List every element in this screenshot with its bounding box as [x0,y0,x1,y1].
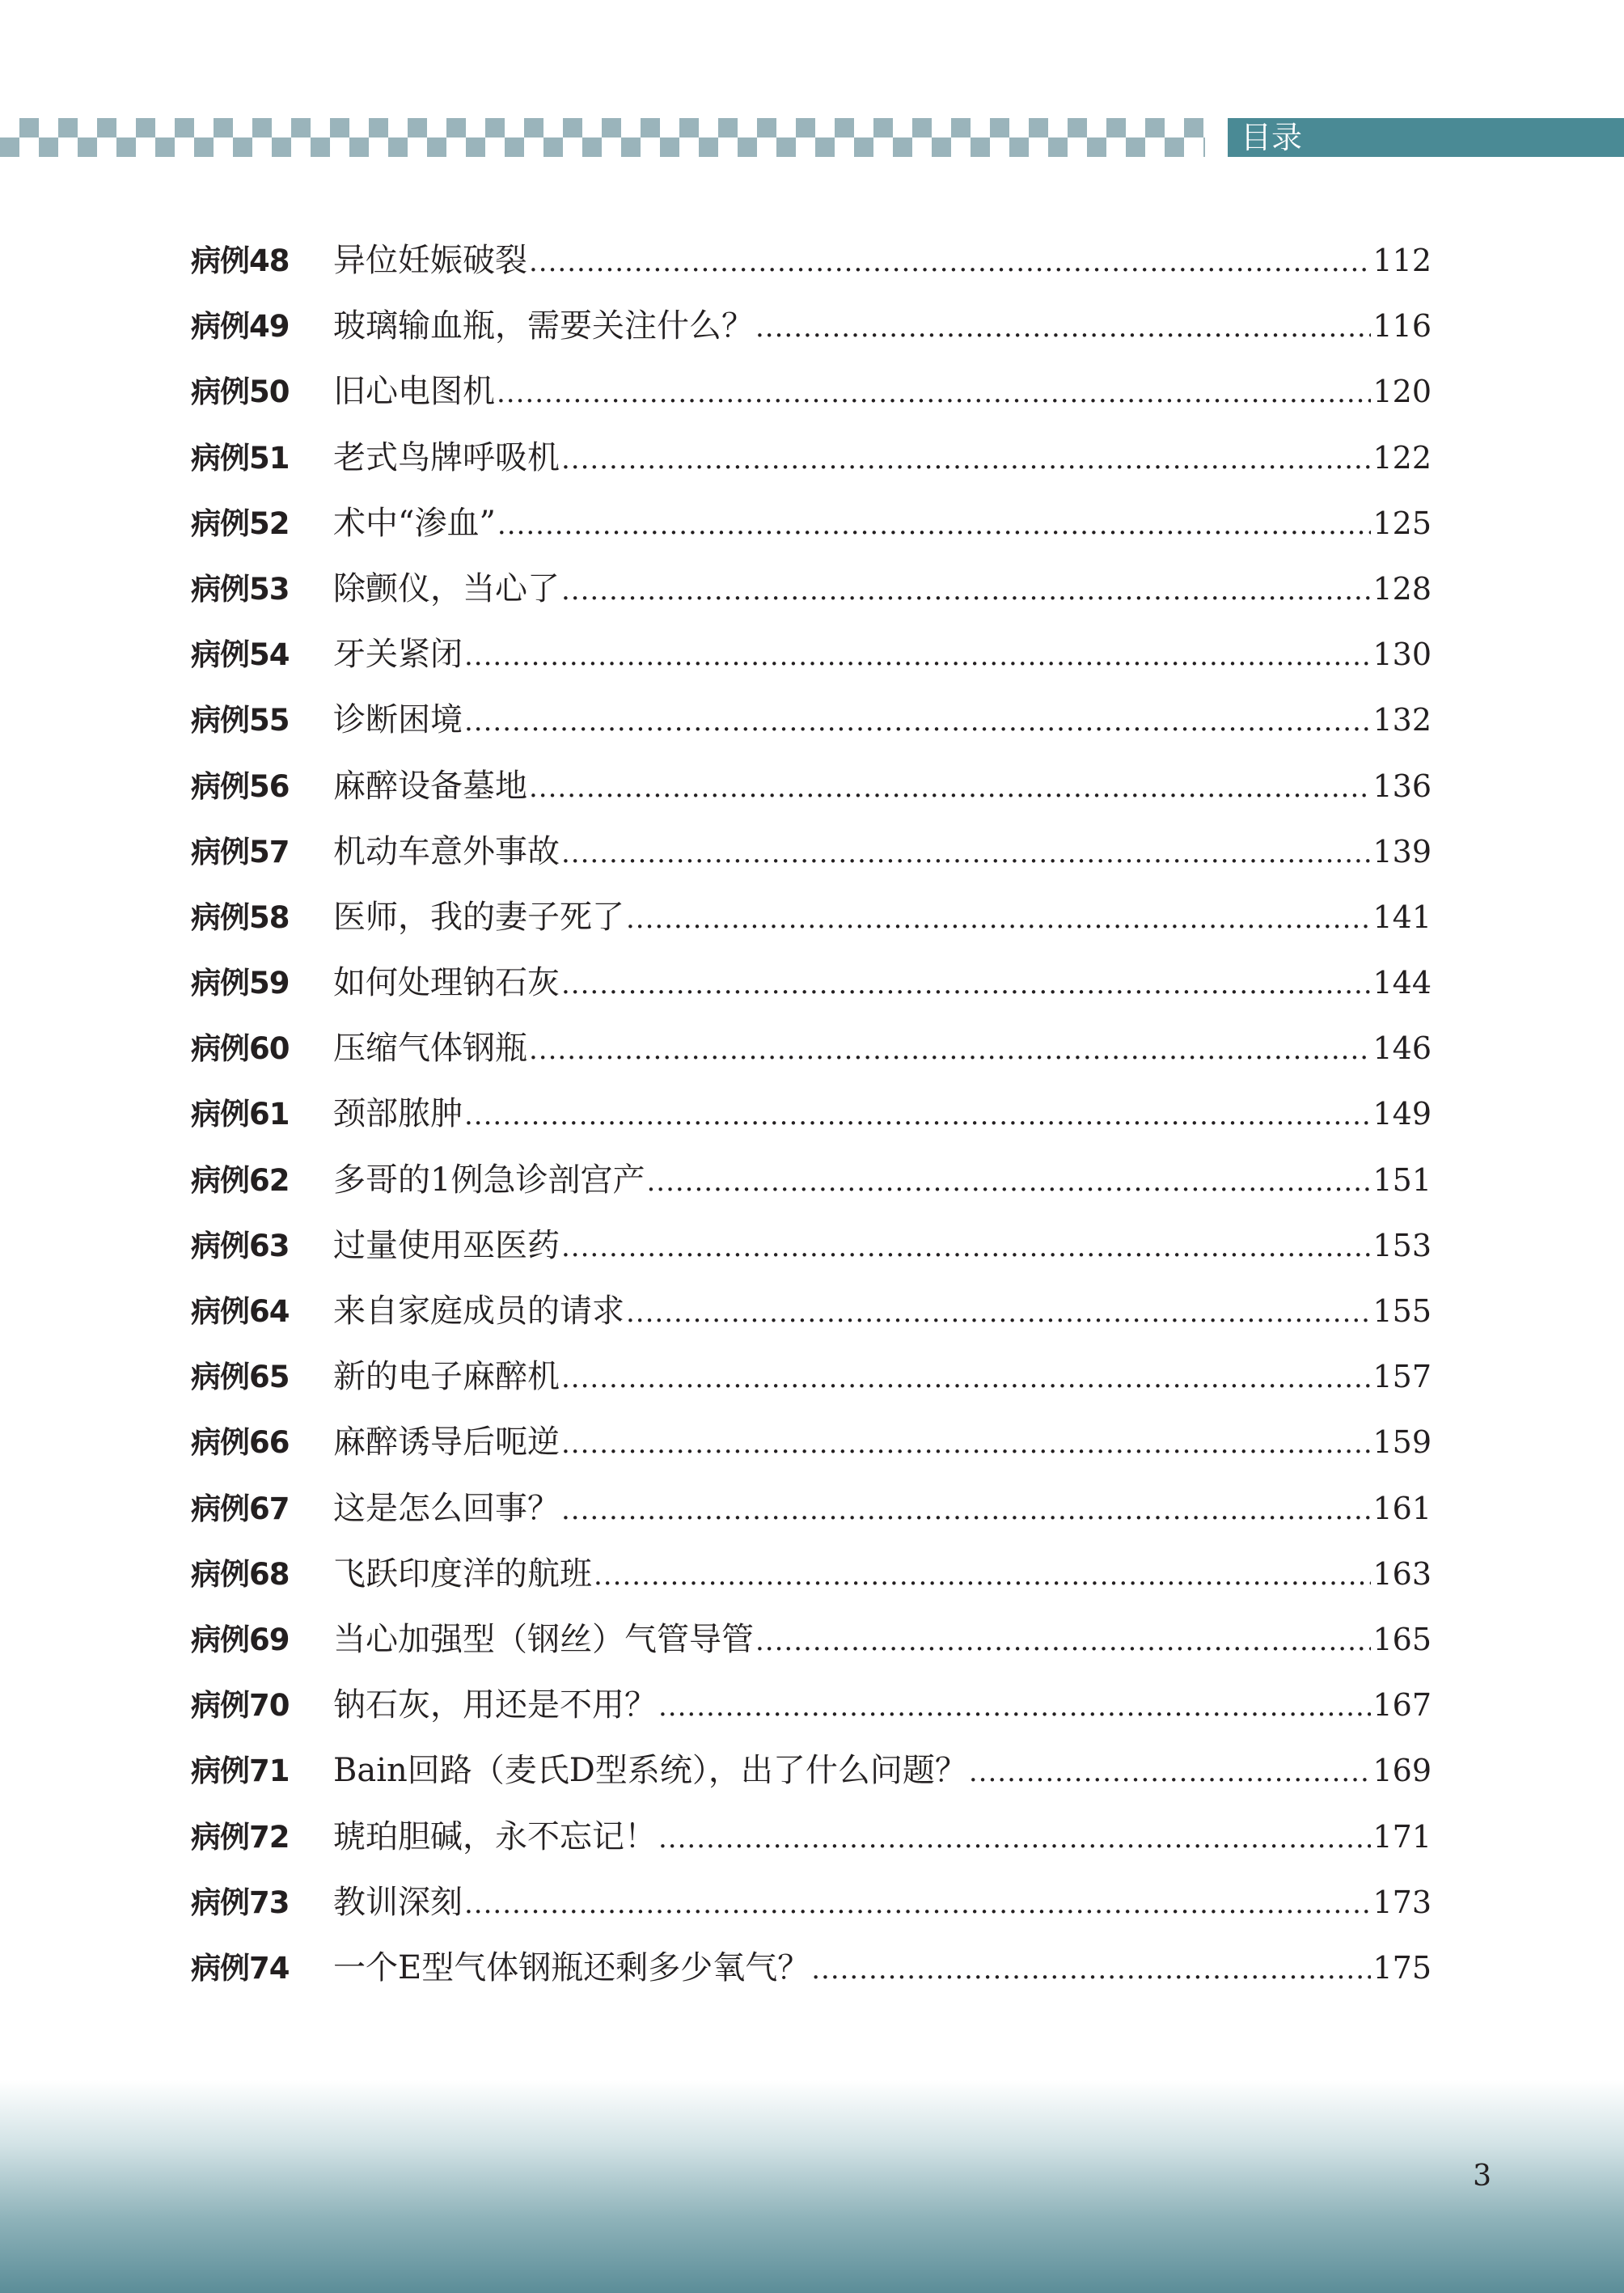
toc-entry[interactable] [191,628,1432,694]
case-title: 颈部脓肿 [333,1095,463,1133]
case-number: 病例52 [191,506,290,541]
dot-leader [755,1625,1371,1657]
case-title: 术中“渗血” [333,504,496,542]
case-number: 病例69 [191,1622,290,1657]
case-number: 病例61 [191,1097,290,1132]
case-number: 病例48 [191,243,290,278]
toc-entry[interactable] [191,1811,1432,1876]
dot-leader [561,1231,1371,1263]
case-title: 钠石灰，用还是不用？ [333,1686,657,1724]
dot-leader [658,1690,1371,1723]
page-ref: 175 [1372,1949,1432,1986]
case-title: 琥珀胆碱，永不忘记！ [333,1817,657,1855]
dot-leader [594,1559,1371,1592]
dot-leader [464,640,1371,672]
toc-entry[interactable] [191,891,1432,957]
dot-leader [811,1953,1371,1986]
toc-entry[interactable] [191,1745,1432,1810]
case-title: 教训深刻 [333,1883,463,1921]
toc-entry[interactable] [191,760,1432,826]
case-title: 牙关紧闭 [333,636,463,674]
case-title: 飞跃印度洋的航班 [333,1555,592,1593]
case-title: 老式鸟牌呼吸机 [333,438,560,476]
dot-leader [464,1099,1371,1132]
case-title: 机动车意外事故 [333,832,560,870]
header-title: 目录 [1241,120,1303,155]
page-ref: 130 [1372,637,1432,673]
page-ref: 157 [1372,1359,1432,1395]
case-number: 病例63 [191,1228,290,1263]
page-ref: 165 [1372,1621,1432,1657]
page-ref: 146 [1372,1030,1432,1067]
case-number: 病例65 [191,1360,290,1395]
toc-entry[interactable] [191,563,1432,628]
case-title: 来自家庭成员的请求 [333,1292,624,1330]
toc-entry[interactable] [191,1942,1432,2007]
dot-leader [561,968,1371,1001]
page-ref: 132 [1372,702,1432,738]
case-number: 病例70 [191,1688,290,1724]
case-title: 过量使用巫医药 [333,1226,560,1264]
page-ref: 112 [1372,243,1432,278]
case-title: 如何处理钠石灰 [333,964,560,1002]
dot-leader [755,311,1371,344]
case-number: 病例68 [191,1556,290,1592]
toc-entry[interactable] [191,1351,1432,1416]
toc-entry[interactable] [191,826,1432,891]
dot-leader [561,1428,1371,1460]
page-ref: 163 [1372,1555,1432,1592]
case-title: 新的电子麻醉机 [333,1358,560,1396]
header-checker-pattern [0,118,1205,157]
case-title: 玻璃输血瓶，需要关注什么？ [333,307,754,345]
dot-leader [561,837,1371,869]
case-number: 病例72 [191,1819,290,1855]
case-number: 病例58 [191,899,290,935]
case-number: 病例56 [191,768,290,804]
page-ref: 155 [1372,1293,1432,1329]
dot-leader [529,246,1371,278]
dot-leader [561,574,1371,607]
toc-entry[interactable] [191,694,1432,759]
toc-entry[interactable] [191,432,1432,497]
dot-leader [497,509,1372,541]
case-title: 压缩气体钢瓶 [333,1030,527,1068]
case-title: 多哥的1例急诊剖宫产 [333,1161,645,1199]
dot-leader [529,1034,1371,1066]
table-of-contents [191,235,1432,2007]
case-title: 诊断困境 [333,701,463,739]
case-number: 病例54 [191,637,290,673]
toc-entry[interactable] [191,366,1432,431]
page-ref: 167 [1372,1687,1432,1724]
case-title: 一个E型气体钢瓶还剩多少氧气？ [333,1948,810,1986]
case-number: 病例57 [191,834,290,869]
page-ref: 144 [1372,965,1432,1001]
case-number: 病例73 [191,1885,290,1920]
case-title: Bain回路（麦氏D型系统），出了什么问题？ [333,1752,967,1790]
case-title: 医师，我的妻子死了 [333,898,624,936]
page-ref: 159 [1372,1424,1432,1461]
case-title: 这是怎么回事？ [333,1489,560,1527]
toc-entry[interactable] [191,235,1432,300]
case-number: 病例51 [191,440,290,476]
page-ref: 122 [1372,439,1432,476]
toc-entry[interactable] [191,1022,1432,1088]
page-ref: 136 [1372,768,1432,804]
dot-leader [626,903,1371,935]
case-number: 病例62 [191,1162,290,1198]
dot-leader [497,377,1371,409]
case-title: 麻醉设备墓地 [333,767,527,805]
toc-entry[interactable] [191,1548,1432,1614]
dot-leader [464,1888,1371,1920]
toc-entry[interactable] [191,957,1432,1022]
case-number: 病例53 [191,571,290,607]
toc-entry[interactable] [191,1876,1432,1942]
page-ref: 125 [1372,505,1432,541]
dot-leader [561,1494,1371,1526]
page-ref: 141 [1372,899,1432,935]
toc-entry[interactable] [191,300,1432,366]
toc-entry[interactable] [191,1154,1432,1220]
case-number: 病例64 [191,1294,290,1329]
case-number: 病例55 [191,703,290,738]
case-number: 病例67 [191,1491,290,1526]
toc-entry[interactable] [191,1614,1432,1679]
dot-leader [561,1362,1371,1394]
page-ref: 128 [1372,570,1432,607]
page-ref: 173 [1372,1884,1432,1920]
case-number: 病例49 [191,309,290,345]
case-title: 旧心电图机 [333,373,495,411]
case-number: 病例74 [191,1950,290,1986]
case-number: 病例50 [191,374,290,410]
dot-leader [646,1166,1371,1198]
dot-leader [464,705,1371,738]
page-ref: 139 [1372,833,1432,869]
toc-entry[interactable] [191,1285,1432,1351]
page-ref: 171 [1372,1818,1432,1855]
toc-entry[interactable] [191,1679,1432,1745]
dot-leader [626,1297,1371,1329]
case-title: 异位妊娠破裂 [333,242,527,279]
footer-gradient [0,2080,1624,2293]
page-number: 3 [1473,2160,1491,2193]
page-ref: 169 [1372,1753,1432,1789]
dot-leader [529,772,1371,804]
toc-entry[interactable] [191,1483,1432,1548]
dot-leader [561,443,1371,476]
dot-leader [658,1822,1371,1855]
page-ref: 116 [1372,308,1432,345]
toc-entry[interactable] [191,497,1432,563]
case-title: 当心加强型（钢丝）气管导管 [333,1620,754,1658]
dot-leader [969,1756,1372,1788]
page-ref: 161 [1372,1490,1432,1526]
page-ref: 149 [1372,1096,1432,1132]
case-number: 病例66 [191,1425,290,1461]
case-number: 病例71 [191,1754,290,1789]
case-number: 病例60 [191,1031,290,1067]
page-ref: 120 [1372,374,1432,410]
case-title: 除颤仪，当心了 [333,569,560,607]
case-number: 病例59 [191,966,290,1001]
toc-entry[interactable] [191,1416,1432,1482]
case-title: 麻醉诱导后呃逆 [333,1424,560,1462]
toc-entry[interactable] [191,1088,1432,1153]
toc-entry[interactable] [191,1220,1432,1285]
page-ref: 153 [1372,1227,1432,1263]
page-ref: 151 [1372,1161,1432,1198]
